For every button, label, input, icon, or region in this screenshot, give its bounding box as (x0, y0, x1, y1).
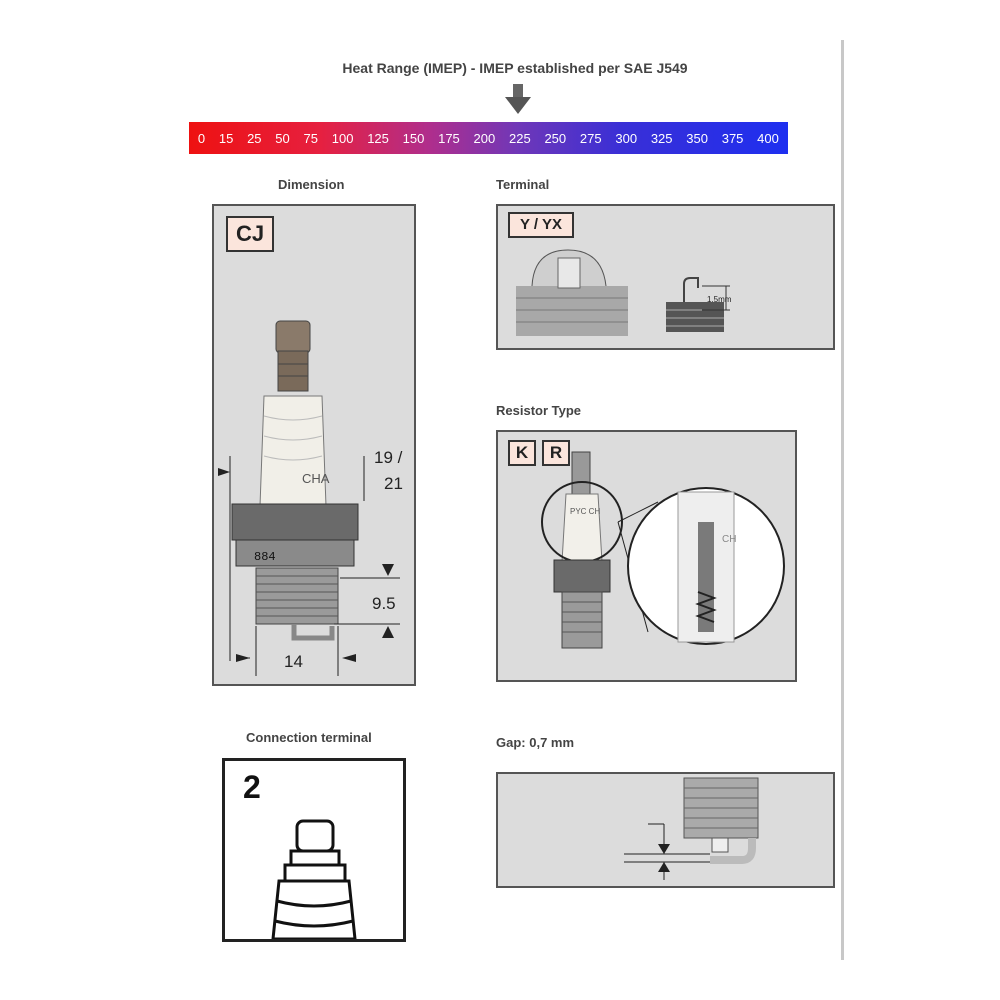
connection-terminal-label: Connection terminal (246, 730, 372, 745)
terminal-panel (496, 204, 835, 350)
heat-range-value: 375 (721, 130, 744, 146)
heat-range-value: 325 (650, 130, 673, 146)
resistor-plug-drawing (498, 432, 795, 680)
resistor-code-k: K (508, 440, 536, 466)
heat-range-value: 50 (275, 130, 290, 146)
gap-label: Gap: 0,7 mm (496, 735, 575, 750)
connection-code: 2 (243, 769, 261, 805)
resistor-code-r: R (542, 440, 570, 466)
reach-label-2: 21 (384, 474, 403, 493)
dimension-panel (212, 204, 416, 686)
terminal-label: Terminal (496, 177, 550, 192)
heat-range-value: 0 (197, 130, 206, 146)
plug-number-text: 884 (254, 550, 276, 564)
heat-range-value: 250 (544, 130, 567, 146)
dimension-label: Dimension (278, 177, 345, 192)
heat-range-value: 400 (757, 130, 779, 146)
heat-range-value: 300 (615, 130, 638, 146)
gap-panel (496, 772, 835, 888)
reach-label: 19 / (374, 448, 403, 467)
heat-range-value: 225 (509, 130, 531, 146)
heat-range-value: 75 (303, 130, 318, 146)
resistor-type-label: Resistor Type (496, 403, 582, 418)
terminal-gap-text: 1.5mm (707, 295, 732, 304)
heat-range-value: 350 (686, 130, 708, 146)
heat-range-value: 200 (473, 130, 496, 146)
heat-range-value: 25 (247, 130, 262, 146)
connection-terminal-panel (222, 758, 406, 942)
thread-diameter-label: 14 (284, 652, 303, 671)
terminal-drawing (498, 206, 833, 348)
resistor-zoom-text: CH (722, 534, 737, 545)
heat-range-value: 175 (438, 130, 460, 146)
heat-range-value: 125 (367, 130, 389, 146)
plug-brand-text: CHA (302, 471, 330, 486)
resistor-panel (496, 430, 797, 682)
connection-terminal-drawing (225, 761, 403, 939)
page-divider (841, 40, 844, 960)
heat-range-value: 15 (218, 130, 234, 146)
gap-drawing (498, 774, 833, 886)
heat-range-value: 275 (579, 130, 602, 146)
dimension-code-badge: CJ (226, 216, 274, 252)
heat-range-scale (189, 122, 788, 154)
thread-length-label: 9.5 (372, 594, 396, 613)
heat-range-pointer-icon (504, 84, 532, 116)
resistor-plug-text: PYC CH (570, 507, 601, 516)
terminal-code-badge: Y / YX (508, 212, 574, 238)
heat-range-title: Heat Range (IMEP) - IMEP established per SAE J549 (342, 60, 688, 76)
heat-range-value: 100 (331, 130, 354, 146)
heat-range-value: 150 (402, 130, 425, 146)
